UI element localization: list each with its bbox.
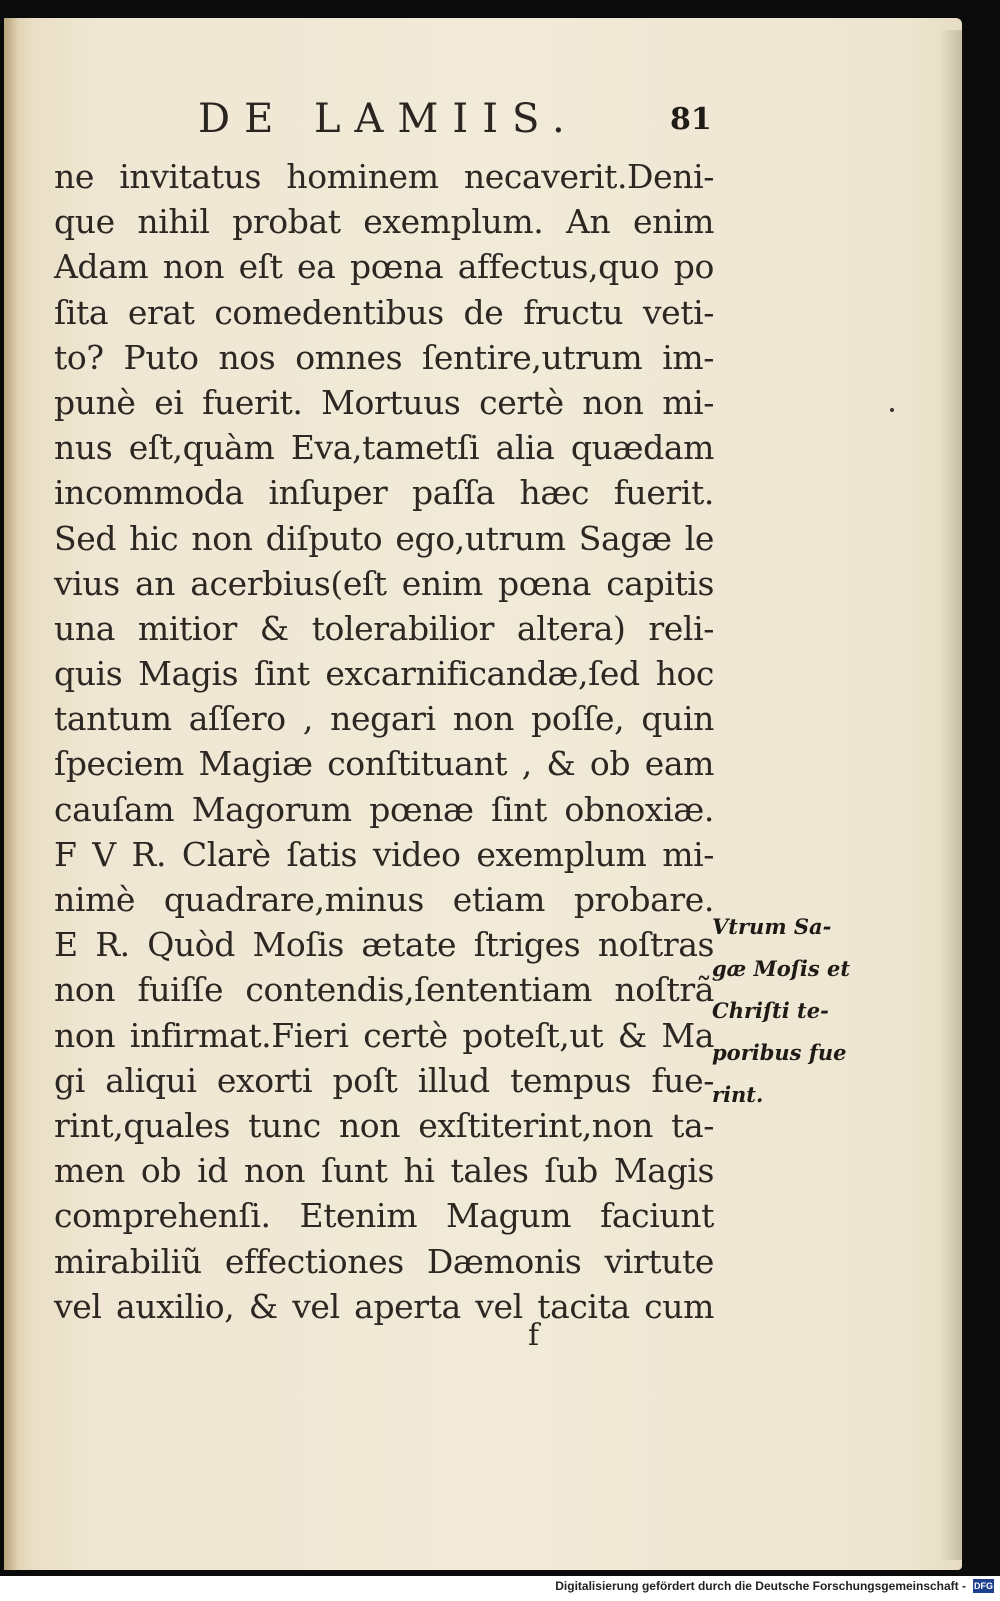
page-shadow bbox=[940, 30, 964, 1560]
text-line: vel auxilio, & vel aperta vel tacita cum bbox=[54, 1286, 714, 1326]
text-line: nus eſt,quàm Eva,tametſi alia quædam bbox=[54, 428, 714, 468]
text-line: non fuiſſe contendis,ſententiam noſtrã bbox=[54, 970, 714, 1010]
signature-mark: f bbox=[528, 1318, 540, 1353]
funding-credit: Digitalisierung gefördert durch die Deutsche Forschungsgemeinschaft - bbox=[555, 1579, 966, 1593]
marginal-note-line: gæ Moſis et bbox=[712, 956, 851, 981]
marginal-note bbox=[712, 906, 850, 1116]
text-line: rint,quales tunc non exſtiterint,non ta- bbox=[54, 1105, 714, 1145]
marginal-note-line: Chriſti te- bbox=[712, 998, 829, 1023]
text-line: F V R. Clarè ſatis video exemplum mi- bbox=[54, 834, 714, 874]
text-line: punè ei fuerit. Mortuus certè non mi- bbox=[54, 382, 714, 422]
text-line: ſita erat comedentibus de fructu veti- bbox=[54, 292, 714, 332]
text-line: non infirmat.Fieri certè poteſt,ut & Ma bbox=[54, 1015, 714, 1055]
text-line: comprehenſi. Etenim Magum faciunt bbox=[54, 1196, 714, 1236]
text-line: cauſam Magorum pœnæ ſint obnoxiæ. bbox=[54, 789, 714, 829]
text-line: que nihil probat exemplum. An enim bbox=[54, 202, 714, 242]
text-line: vius an acerbius(eſt enim pœna capitis bbox=[54, 563, 714, 603]
marginal-note-line: rint. bbox=[712, 1082, 764, 1107]
text-line: E R. Quòd Moſis ætate ſtriges noſtras bbox=[54, 925, 714, 965]
text-line: una mitior & tolerabilior altera) reli- bbox=[54, 608, 714, 648]
text-line: gi aliqui exorti poſt illud tempus fue- bbox=[54, 1060, 714, 1100]
page-number: 81 bbox=[670, 102, 712, 137]
dfg-logo-icon: DFG bbox=[974, 1581, 993, 1591]
text-line: men ob id non ſunt hi tales ſub Magis bbox=[54, 1151, 714, 1191]
running-head: DE LAMIIS. bbox=[198, 96, 579, 142]
text-line: nimè quadrare,minus etiam probare. bbox=[54, 880, 714, 919]
text-line: Sed hic non diſputo ego,utrum Sagæ le bbox=[54, 518, 714, 558]
text-line: Adam non eſt ea pœna affectus,quo po bbox=[54, 247, 714, 287]
marginal-note-line: poribus fue bbox=[712, 1040, 847, 1065]
text-line: tantum aſſero , negari non poſſe, quin bbox=[54, 699, 714, 739]
page-edge bbox=[4, 18, 18, 1570]
text-line: quis Magis ſint excarnificandæ,ſed hoc bbox=[54, 654, 714, 694]
text-line: ne invitatus hominem necaverit.Deni- bbox=[54, 157, 714, 196]
marginal-note-line: Vtrum Sa- bbox=[712, 914, 832, 939]
body-text bbox=[54, 154, 714, 1329]
text-line: incommoda inſuper paſſa hæc fuerit. bbox=[54, 473, 714, 513]
text-line: mirabiliũ effectiones Dæmonis virtute bbox=[54, 1241, 714, 1281]
text-line: ſpeciem Magiæ conſtituant , & ob eam bbox=[54, 744, 714, 784]
text-line: to? Puto nos omnes ſentire,utrum im- bbox=[54, 337, 714, 377]
ink-speck bbox=[890, 408, 894, 412]
